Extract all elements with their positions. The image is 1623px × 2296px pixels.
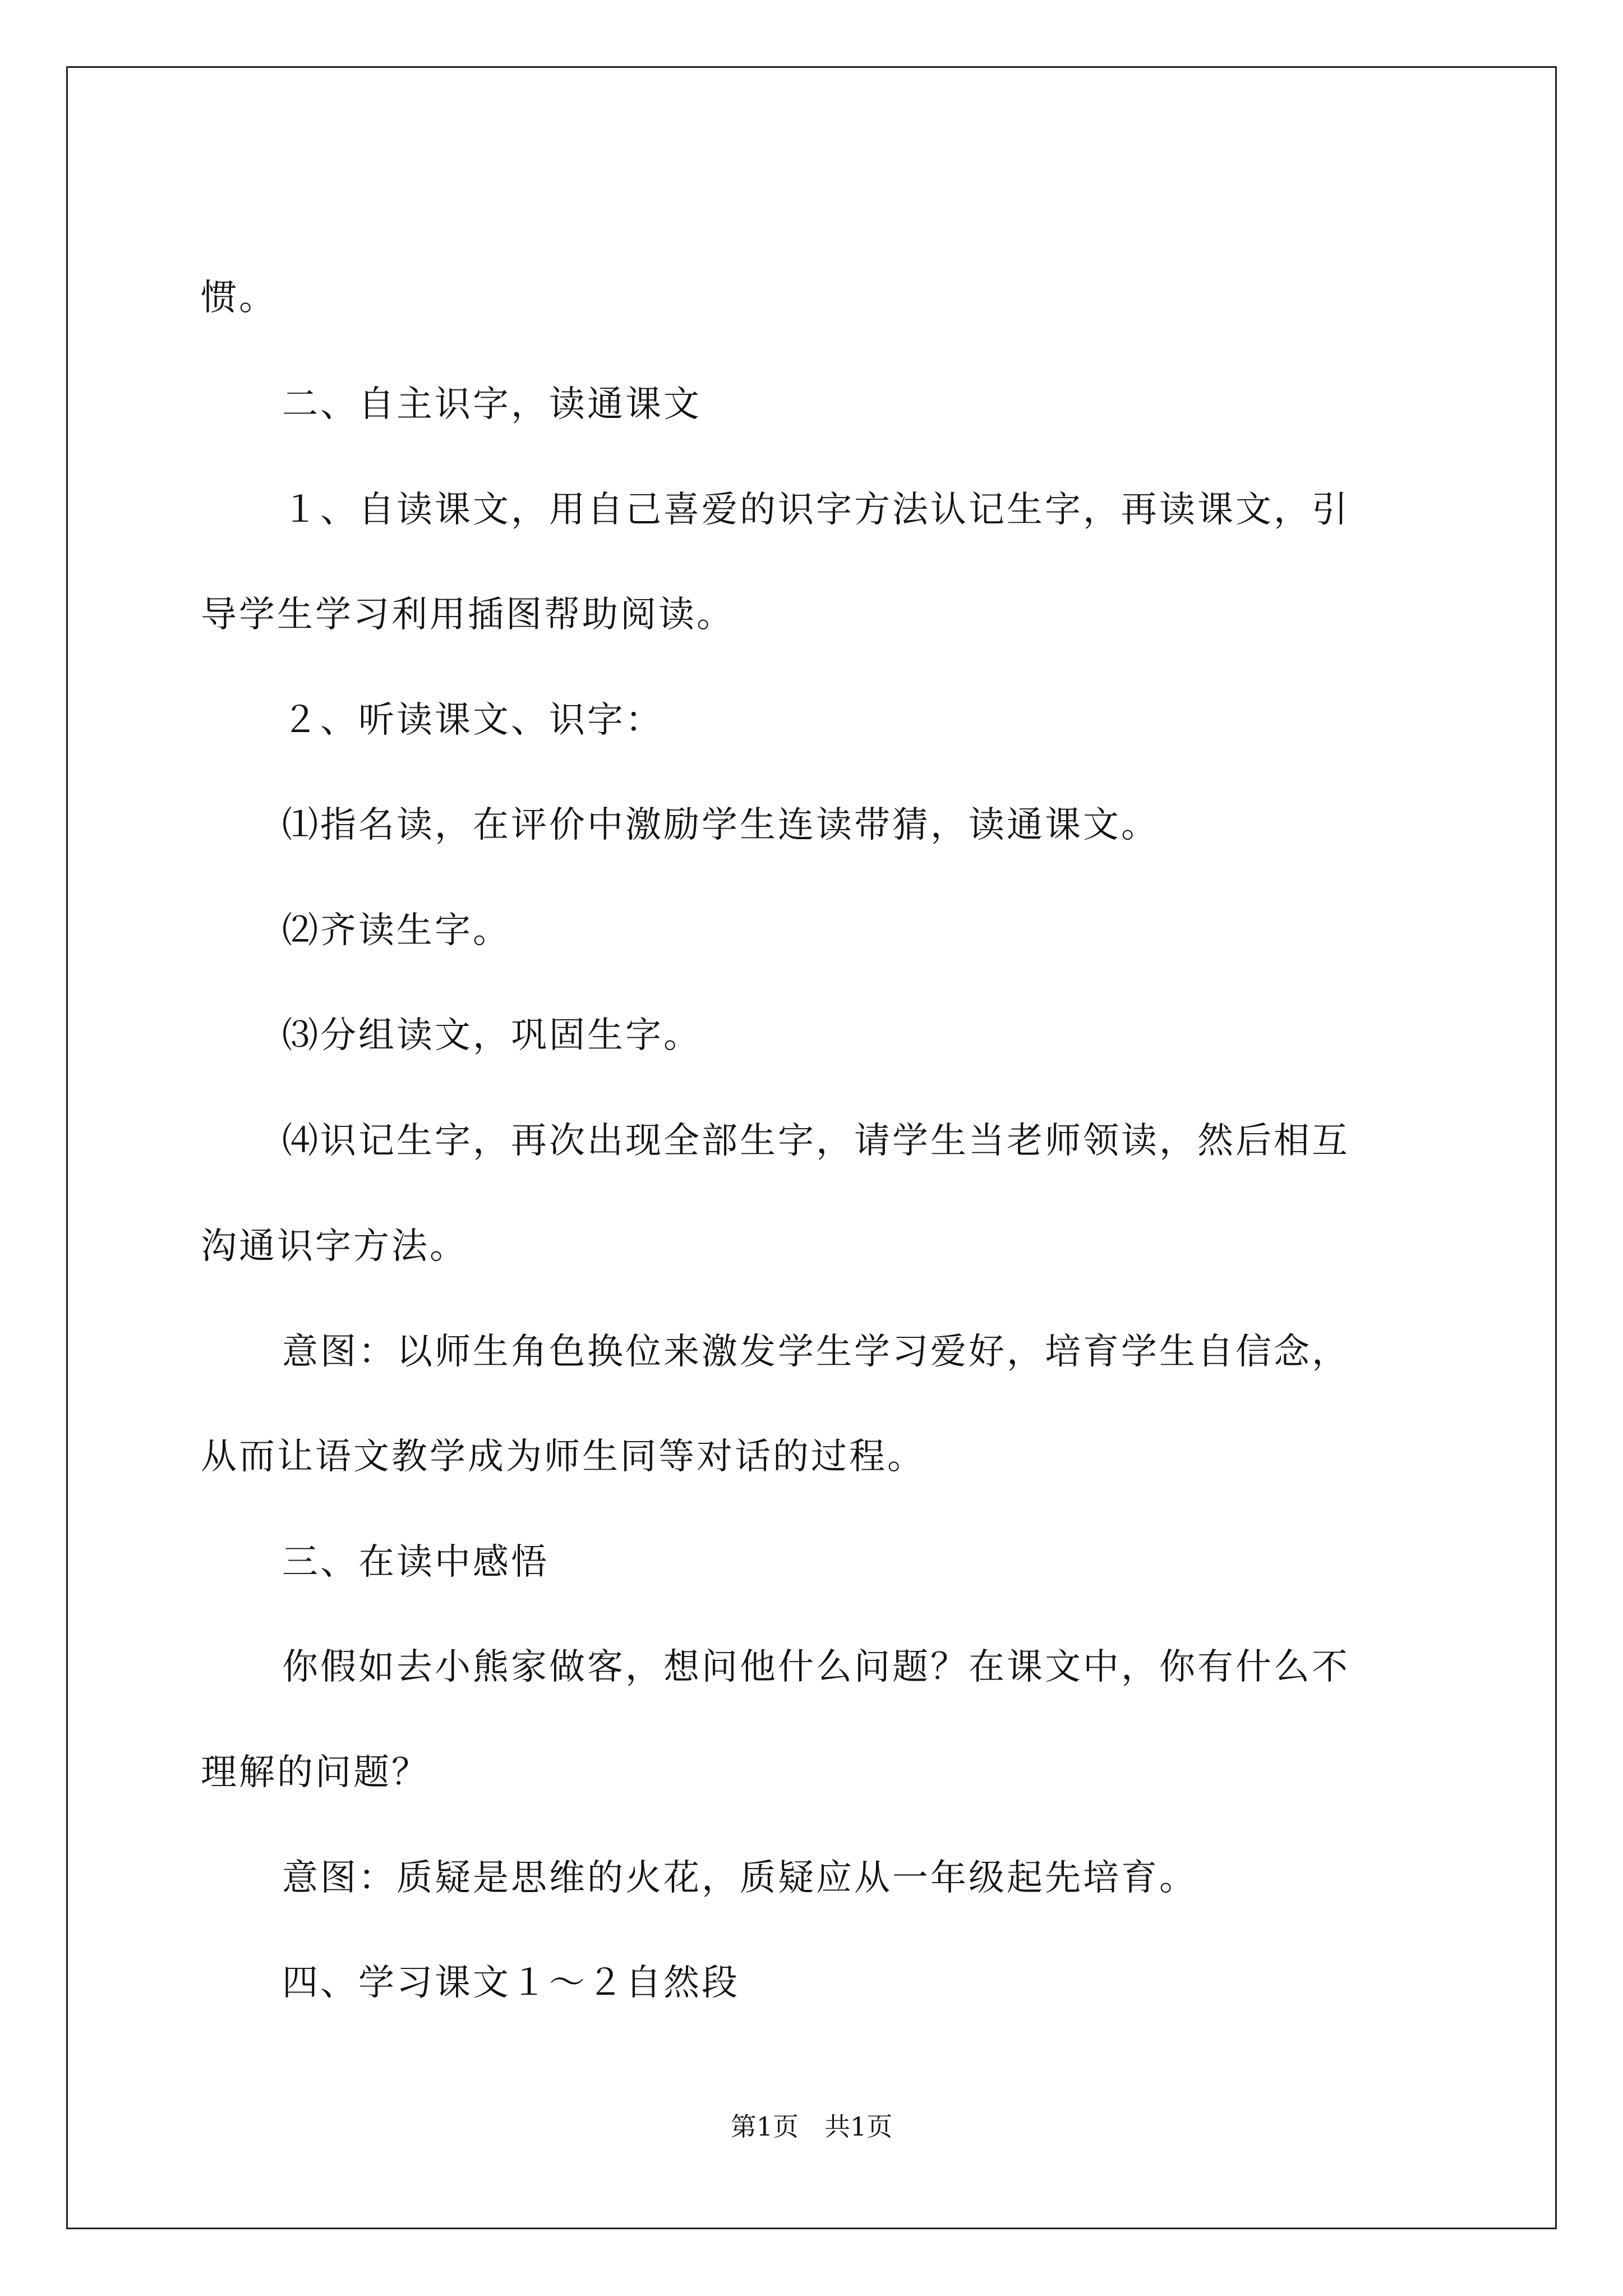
- text-line: ⑶分组读文，巩固生字。: [282, 1015, 702, 1056]
- page-footer: 第1页 共1页: [730, 2111, 893, 2142]
- section-heading: 三、在读中感悟: [282, 1542, 549, 1583]
- text-line: ２、听读课文、识字：: [282, 700, 663, 741]
- text-line: 从而让语文教学成为师生同等对话的过程。: [201, 1436, 925, 1478]
- text-line: １、自读课文，用自己喜爱的识字方法认记生字，再读课文，引: [282, 489, 1350, 531]
- text-line: 意图：以师生角色换位来激发学生学习爱好，培育学生自信念，: [282, 1331, 1350, 1373]
- text-line: 导学生学习利用插图帮助阅读。: [201, 594, 735, 636]
- text-line: 意图：质疑是思维的火花，质疑应从一年级起先培育。: [282, 1857, 1197, 1899]
- text-line: ⑴指名读，在评价中激励学生连读带猜，读通课文。: [282, 804, 1159, 846]
- text-line: ⑷识记生字，再次出现全部生字，请学生当老师领读，然后相互: [282, 1120, 1350, 1162]
- text-line: 你假如去小熊家做客，想问他什么问题？在课文中，你有什么不: [282, 1646, 1350, 1688]
- section-heading: 二、自主识字，读通课文: [282, 384, 702, 425]
- text-line: 理解的问题？: [201, 1752, 430, 1793]
- text-line: 沟通识字方法。: [201, 1226, 468, 1267]
- page-border: [66, 66, 1557, 2229]
- text-line: ⑵齐读生字。: [282, 910, 511, 951]
- text-line: 惯。: [201, 277, 277, 319]
- section-heading: 四、学习课文１～２自然段: [282, 1962, 740, 2004]
